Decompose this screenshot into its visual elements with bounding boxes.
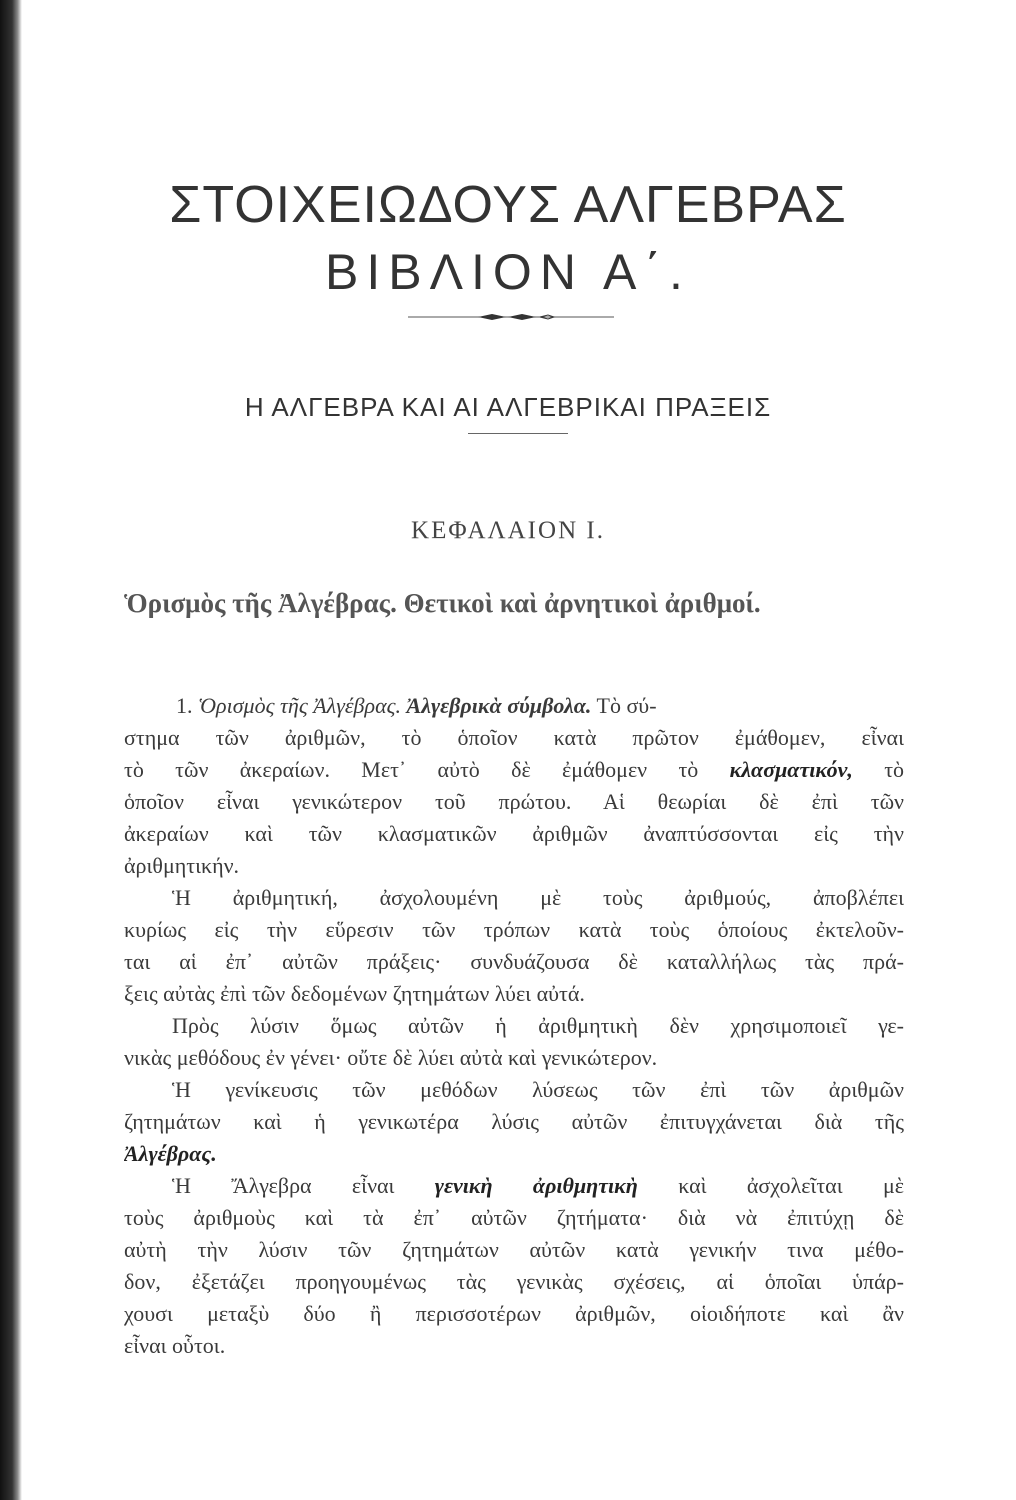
part-title: Η ΑΛΓΕΒΡΑ ΚΑΙ ΑΙ ΑΛΓΕΒΡΙΚΑΙ ΠΡΑΞΕΙΣ <box>244 392 772 422</box>
ornament-divider <box>408 313 614 321</box>
book-volume: ΒΙΒΛΙΟΝ Α΄. <box>325 244 691 300</box>
emphasized-term: γενικὴ ἀριθμητικὴ <box>434 1173 638 1198</box>
emphasized-term: κλασματικόν, <box>729 757 853 782</box>
text-line: ἀκεραίων καὶ τῶν κλασματικῶν ἀριθμῶν ἀναπτύσσονται εἰς τὴν <box>124 821 904 846</box>
section-heading: Ὁρισμὸς τῆς Ἀλγέβρας. Θετικοὶ καὶ ἀρνητικοὶ ἀριθμοί. <box>124 588 761 618</box>
text-line <box>124 1138 904 1170</box>
text-fragment: τὸ <box>884 757 904 782</box>
text-line: κυρίως εἰς τὴν εὕρεσιν τῶν τρόπων κατὰ τοὺς ὁποίους ἐκτελοῦν- <box>124 917 904 942</box>
chapter-heading: ΚΕΦΑΛΑΙΟΝ Ι. <box>411 517 605 544</box>
text-line: ὁποῖον εἶναι γενικώτερον τοῦ πρώτου. Αἱ θεωρίαι δὲ ἐπὶ τῶν <box>124 789 904 814</box>
text-line: αὐτὴ τὴν λύσιν τῶν ζητημάτων αὐτῶν κατὰ γενικήν τινα μέθο- <box>124 1237 904 1262</box>
text-fragment: Τὸ σύ- <box>596 693 657 718</box>
text-line: τοὺς ἀριθμοὺς καὶ τὰ ἐπ᾽ αὐτῶν ζητήματα· διὰ νὰ ἐπιτύχῃ δὲ <box>124 1205 904 1230</box>
paragraph-number: 1. <box>176 693 193 718</box>
text-line: δον, ἐξετάζει προηγουμένως τὰς γενικὰς σχέσεις, αἱ ὁποῖαι ὑπάρ- <box>124 1269 904 1294</box>
text-line <box>176 690 904 722</box>
emphasized-term: Ἀλγέβρας. <box>124 1141 217 1166</box>
text-line: ἀριθμητικήν. <box>124 853 240 878</box>
text-line: Πρὸς λύσιν ὅμως αὐτῶν ἡ ἀριθμητικὴ δὲν χρησιμοποιεῖ γε- <box>172 1013 904 1038</box>
paragraph-subheading: Ἀλγεβρικὰ σύμβολα. <box>406 693 592 718</box>
paragraph-heading: Ὁρισμὸς τῆς Ἀλγέβρας. <box>198 693 402 718</box>
text-line: νικὰς μεθόδους ἐν γένει· οὔτε δὲ λύει αὐτὰ καὶ γενικώτερον. <box>124 1045 658 1070</box>
text-line <box>172 1170 904 1202</box>
text-line: ται αἱ ἐπ᾽ αὐτῶν πράξεις· συνδυάζουσα δὲ καταλλήλως τὰς πρά- <box>124 949 904 974</box>
text-line: Ἡ ἀριθμητική, ἀσχολουμένη μὲ τοὺς ἀριθμούς, ἀποβλέπει <box>172 885 904 910</box>
text-fragment: Ἡ Ἄλγεβρα εἶναι <box>172 1173 395 1198</box>
text-line <box>124 754 904 786</box>
text-line: ζητημάτων καὶ ἡ γενικωτέρα λύσις αὐτῶν ἐπιτυγχάνεται διὰ τῆς <box>124 1109 904 1134</box>
text-line: εἶναι οὗτοι. <box>124 1333 226 1358</box>
text-line: χουσι μεταξὺ δύο ἢ περισσοτέρων ἀριθμῶν, οἱοιδήποτε καὶ ἂν <box>124 1301 904 1326</box>
text-fragment: τὸ τῶν ἀκεραίων. Μετ᾽ αὐτὸ δὲ ἐμάθομεν τὸ <box>124 757 699 782</box>
text-line: ξεις αὐτὰς ἐπὶ τῶν δεδομένων ζητημάτων λύει αὐτά. <box>124 981 585 1006</box>
text-line: Ἡ γενίκευσις τῶν μεθόδων λύσεως τῶν ἐπὶ τῶν ἀριθμῶν <box>172 1077 904 1102</box>
title-rule <box>468 433 568 434</box>
text-fragment: καὶ ἀσχολεῖται μὲ <box>678 1173 904 1198</box>
book-title: ΣΤΟΙΧΕΙΩΔΟΥΣ ΑΛΓΕΒΡΑΣ <box>169 176 847 234</box>
text-line: στημα τῶν ἀριθμῶν, τὸ ὁποῖον κατὰ πρῶτον ἐμάθομεν, εἶναι <box>124 725 904 750</box>
